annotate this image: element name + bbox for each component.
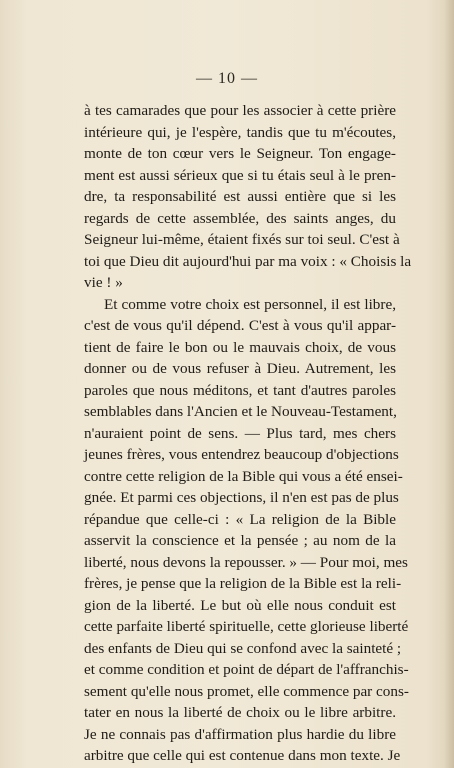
text-line: regards de cette assemblée, des saints anges, du bbox=[84, 209, 396, 227]
text-line: monte de ton cœur vers le Seigneur. Ton engage- bbox=[84, 145, 396, 162]
text-line: contre cette religion de la Bible qui vous a été ensei- bbox=[84, 467, 403, 485]
page-edge-shadow bbox=[444, 0, 454, 768]
text-line: intérieure qui, je l'espère, tandis que tu m'écoutes, bbox=[84, 123, 396, 141]
text-line: frères, je pense que la religion de la Bible est la reli- bbox=[84, 575, 402, 592]
text-line: arbitre que celle qui est contenue dans mon texte. Je bbox=[84, 747, 401, 764]
text-line: ment est aussi sérieux que si tu étais seul à le pren- bbox=[84, 166, 396, 184]
text-line: répandue que celle-ci : « La religion de la Bible bbox=[84, 510, 396, 528]
text-line: c'est de vous qu'il dépend. C'est à vous qu'il appar- bbox=[84, 317, 396, 334]
text-line: et comme condition et point de départ de l'affranchis- bbox=[84, 661, 409, 678]
text-line: tient de faire le bon ou le mauvais choix, de vous bbox=[84, 338, 396, 356]
text-line: dre, ta responsabilité est aussi entière que si les bbox=[84, 188, 396, 205]
page-body-text bbox=[84, 100, 412, 767]
text-line: gnée. Et parmi ces objections, il n'en est pas de plus bbox=[84, 489, 399, 506]
text-line: vie ! » bbox=[84, 274, 123, 291]
page-number: — 10 — bbox=[196, 70, 258, 87]
text-line: liberté, nous devons la repousser. » — Pour moi, mes bbox=[84, 553, 408, 571]
text-line: gion de la liberté. Le but où elle nous conduit est bbox=[84, 596, 396, 614]
text-line: à tes camarades que pour les associer à cette prière bbox=[84, 102, 396, 119]
text-line: Seigneur lui-même, étaient fixés sur toi seul. C'est à bbox=[84, 231, 400, 248]
text-line: Je ne connais pas d'affirmation plus hardie du libre bbox=[84, 725, 396, 743]
text-line: jeunes frères, vous entendrez beaucoup d'objections bbox=[84, 446, 399, 463]
text-line: asservit la conscience et la pensée ; au nom de la bbox=[84, 532, 396, 549]
text-line: Et comme votre choix est personnel, il est libre, bbox=[104, 295, 396, 313]
text-line: semblables dans l'Ancien et le Nouveau-Testament, bbox=[84, 403, 397, 420]
text-line: paroles que nous méditons, et tant d'autres paroles bbox=[84, 381, 396, 399]
text-line: des enfants de Dieu qui se confond avec la sainteté ; bbox=[84, 639, 402, 657]
text-line: sement qu'elle nous promet, elle commence par cons- bbox=[84, 682, 409, 700]
text-line: n'auraient point de sens. — Plus tard, mes chers bbox=[84, 424, 396, 442]
text-line: tater en nous la liberté de choix ou le libre arbitre. bbox=[84, 704, 396, 721]
text-line: donner ou de vous refuser à Dieu. Autrement, les bbox=[84, 360, 396, 377]
text-line: toi que Dieu dit aujourd'hui par ma voix : « Choisis la bbox=[84, 252, 412, 270]
text-line: cette parfaite liberté spirituelle, cette glorieuse liberté bbox=[84, 618, 409, 635]
